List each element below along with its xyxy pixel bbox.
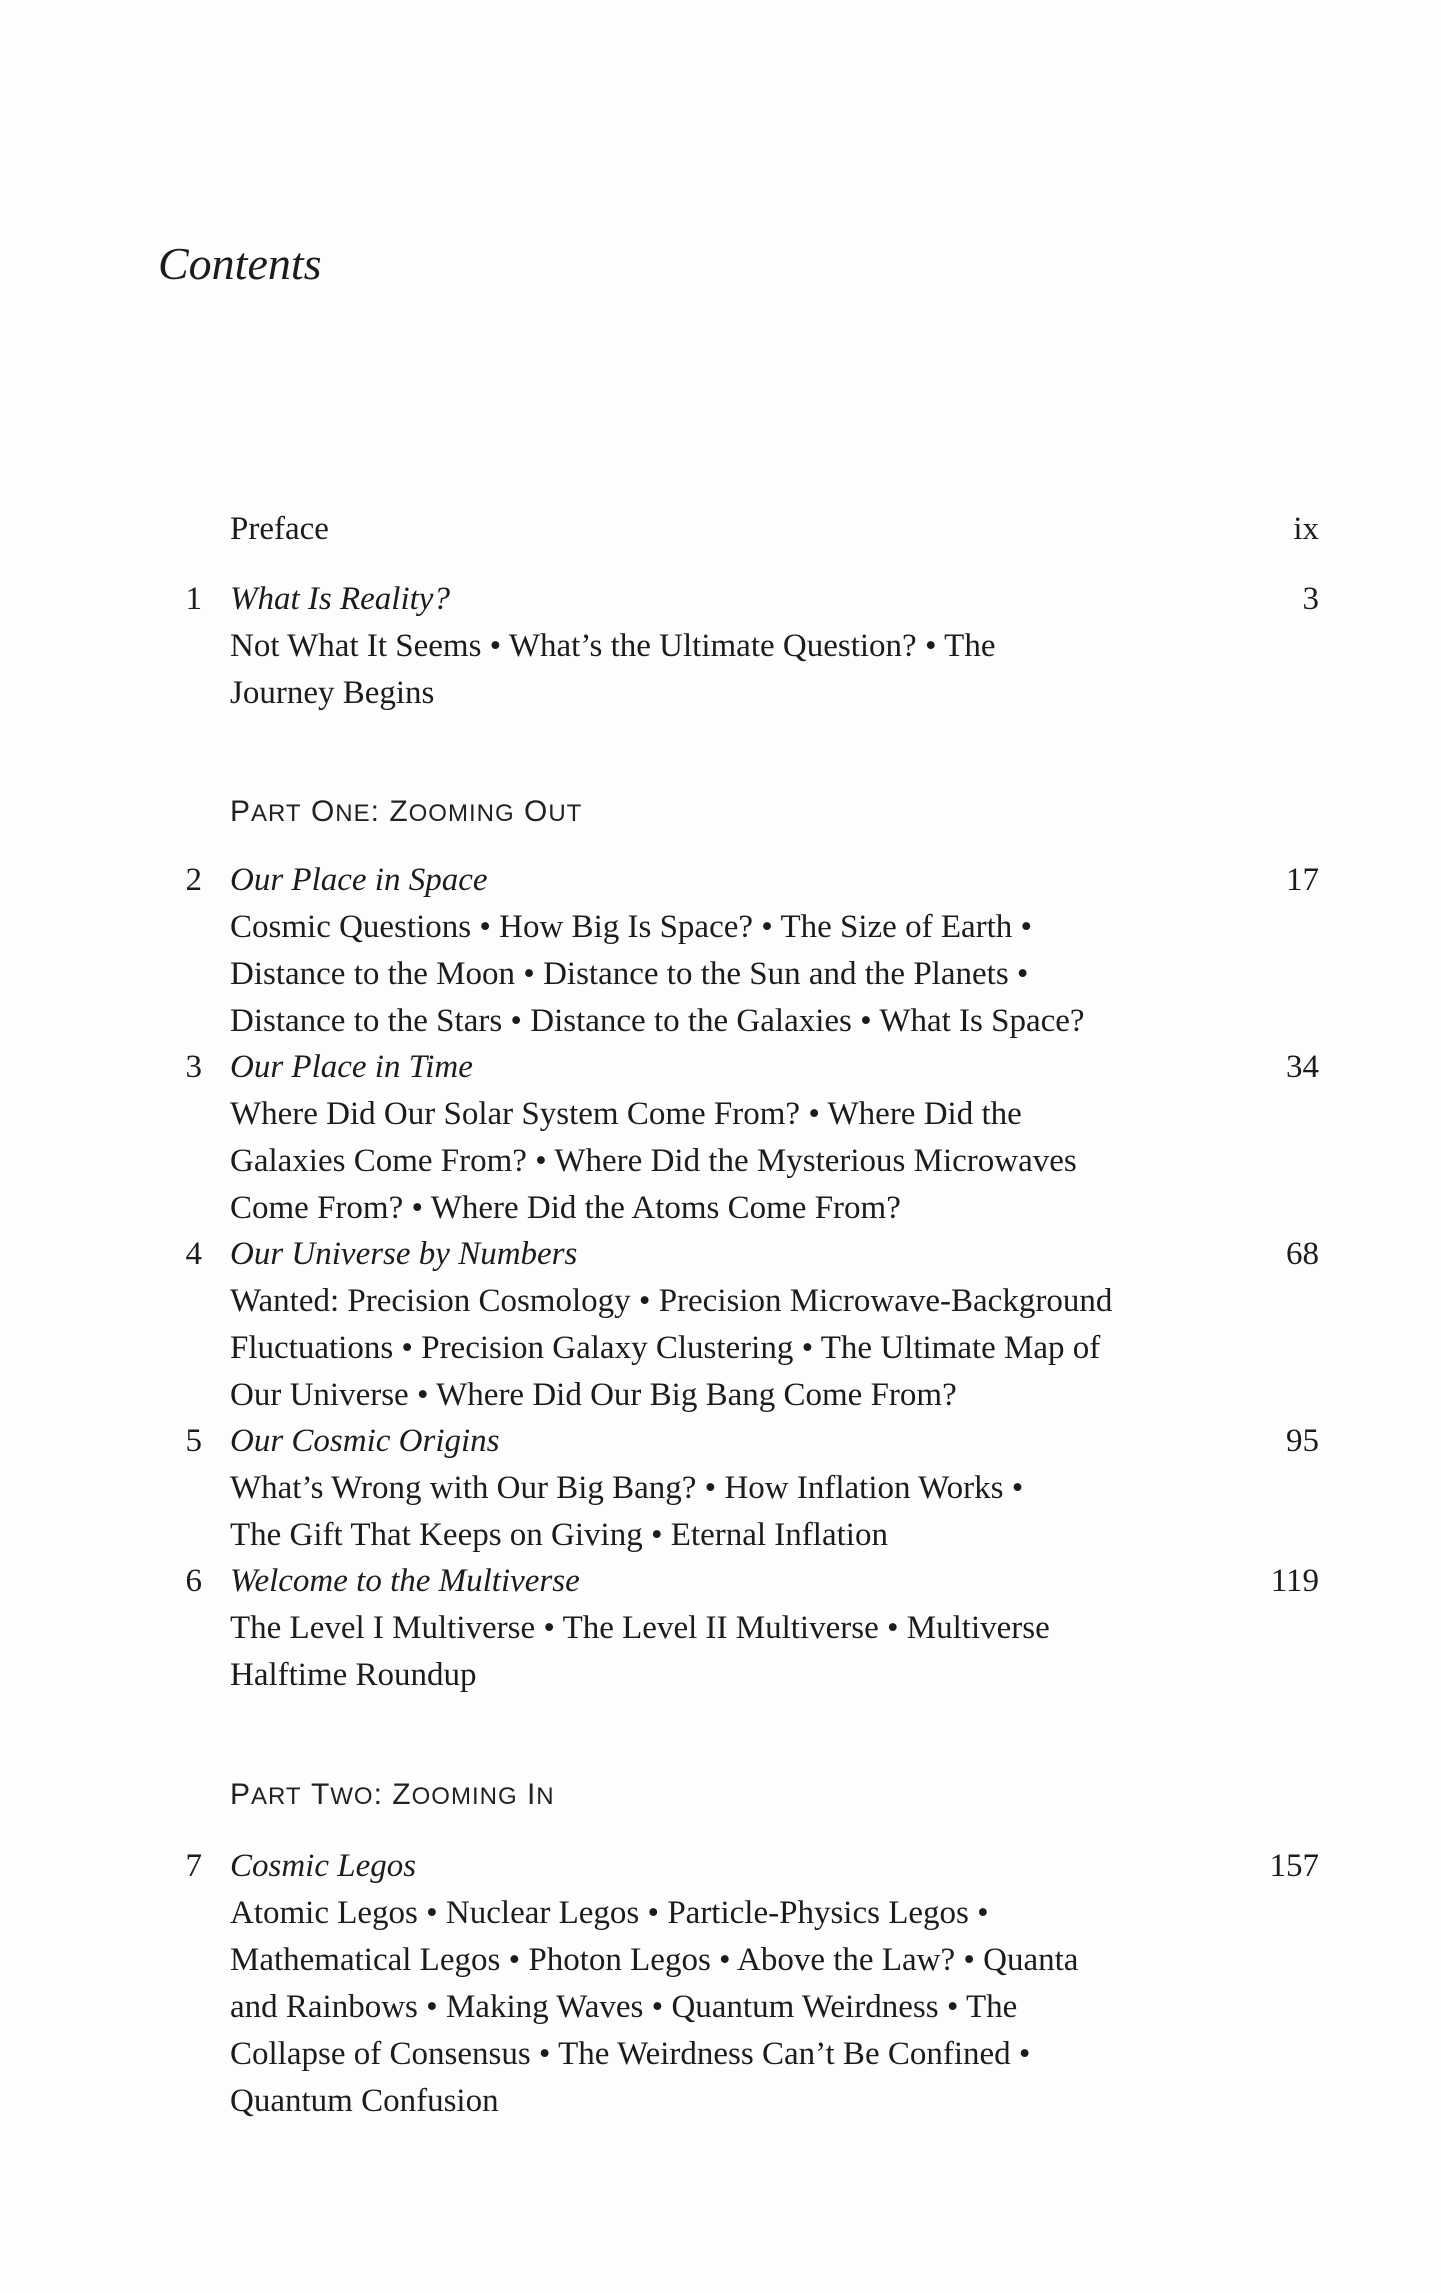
chapter-description	[230, 1605, 1190, 1699]
description-line: The Level I Multiverse • The Level II Multiverse • Multiverse	[230, 1610, 1050, 1646]
chapter-title: Our Universe by Numbers	[230, 1236, 578, 1272]
toc-entry-chapter-1[interactable]	[0, 576, 1441, 717]
part-smallcaps: N	[536, 1783, 555, 1810]
description-line: Halftime Roundup	[230, 1657, 477, 1693]
part-smallcaps: ART	[251, 1783, 302, 1810]
part-colon: :	[373, 1778, 383, 1811]
chapter-number: 2	[185, 862, 202, 898]
part-smallcaps: NE	[335, 800, 371, 827]
page-title: Contents	[158, 238, 322, 289]
toc-entry-chapter-4[interactable]	[0, 1231, 1441, 1419]
entry-page-number: 17	[1286, 862, 1319, 898]
chapter-number: 1	[185, 581, 202, 617]
description-line: and Rainbows • Making Waves • Quantum Weirdness • The	[230, 1989, 1018, 2025]
chapter-description	[230, 623, 1190, 717]
part-letter: T	[310, 1778, 331, 1811]
part-colon: :	[370, 795, 380, 828]
description-line: Fluctuations • Precision Galaxy Clustering • The Ultimate Map of	[230, 1330, 1101, 1366]
part-smallcaps: UT	[548, 800, 583, 827]
description-line: What’s Wrong with Our Big Bang? • How Inflation Works •	[230, 1470, 1024, 1506]
chapter-title: Our Cosmic Origins	[230, 1423, 500, 1459]
chapter-title: What Is Reality?	[230, 581, 450, 617]
chapter-number: 5	[185, 1423, 202, 1459]
part-smallcaps: OOMING	[411, 1783, 518, 1810]
chapter-number: 6	[185, 1563, 202, 1599]
part-letter: Z	[392, 1778, 412, 1811]
chapter-description	[230, 904, 1190, 1045]
toc-entry-preface[interactable]	[0, 506, 1441, 553]
part-letter: Z	[389, 795, 409, 828]
chapter-number: 4	[185, 1236, 202, 1272]
chapter-description	[230, 1278, 1190, 1419]
chapter-description	[230, 1890, 1190, 2125]
chapter-number: 7	[185, 1848, 202, 1884]
part-smallcaps: OOMING	[408, 800, 515, 827]
entry-title: Preface	[230, 511, 329, 547]
description-line: The Gift That Keeps on Giving • Eternal Inflation	[230, 1517, 888, 1553]
chapter-title: Our Place in Space	[230, 862, 488, 898]
description-line: Quantum Confusion	[230, 2083, 499, 2119]
description-line: Our Universe • Where Did Our Big Bang Come From?	[230, 1377, 957, 1413]
toc-entry-chapter-3[interactable]	[0, 1044, 1441, 1232]
chapter-description	[230, 1465, 1190, 1559]
description-line: Distance to the Stars • Distance to the Galaxies • What Is Space?	[230, 1003, 1085, 1039]
toc-entry-chapter-7[interactable]	[0, 1843, 1441, 2125]
description-line: Cosmic Questions • How Big Is Space? • The Size of Earth •	[230, 909, 1033, 945]
description-line: Collapse of Consensus • The Weirdness Can’t Be Confined •	[230, 2036, 1031, 2072]
description-line: Mathematical Legos • Photon Legos • Above the Law? • Quanta	[230, 1942, 1079, 1978]
chapter-number: 3	[185, 1049, 202, 1085]
description-line: Distance to the Moon • Distance to the Sun and the Planets •	[230, 956, 1029, 992]
toc-entry-chapter-2[interactable]	[0, 857, 1441, 1045]
toc-entry-chapter-6[interactable]	[0, 1558, 1441, 1699]
entry-page-number: 68	[1286, 1236, 1319, 1272]
description-line: Galaxies Come From? • Where Did the Mysterious Microwaves	[230, 1143, 1077, 1179]
part-letter: I	[526, 1778, 537, 1811]
part-smallcaps: WO	[330, 1783, 374, 1810]
part-smallcaps: ART	[251, 800, 302, 827]
entry-page-number: 95	[1286, 1423, 1319, 1459]
part-letter: O	[523, 795, 549, 828]
chapter-title: Our Place in Time	[230, 1049, 473, 1085]
chapter-title: Cosmic Legos	[230, 1848, 417, 1884]
entry-page-number: 34	[1286, 1049, 1319, 1085]
entry-page-number: 3	[1302, 581, 1319, 617]
description-line: Where Did Our Solar System Come From? • Where Did the	[230, 1096, 1022, 1132]
part-letter: P	[230, 1778, 252, 1811]
part-one-heading	[230, 792, 582, 834]
entry-page-number: 119	[1270, 1563, 1319, 1599]
description-line: Journey Begins	[230, 675, 435, 711]
chapter-description	[230, 1091, 1190, 1232]
chapter-title: Welcome to the Multiverse	[230, 1563, 580, 1599]
part-letter: P	[230, 795, 252, 828]
part-letter: O	[310, 795, 336, 828]
toc-entry-chapter-5[interactable]	[0, 1418, 1441, 1559]
entry-page-number: ix	[1293, 511, 1319, 547]
part-two-heading	[230, 1775, 555, 1817]
description-line: Not What It Seems • What’s the Ultimate Question? • The	[230, 628, 996, 664]
entry-page-number: 157	[1269, 1848, 1319, 1884]
description-line: Come From? • Where Did the Atoms Come From?	[230, 1190, 901, 1226]
description-line: Atomic Legos • Nuclear Legos • Particle-Physics Legos •	[230, 1895, 989, 1931]
description-line: Wanted: Precision Cosmology • Precision Microwave-Background	[230, 1283, 1113, 1319]
